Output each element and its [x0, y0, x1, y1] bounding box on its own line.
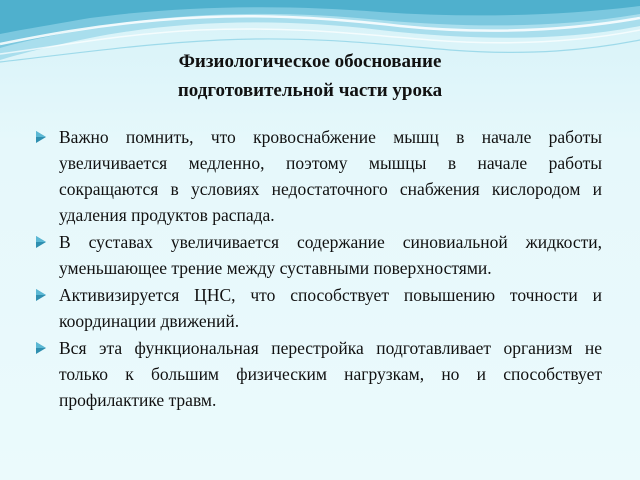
list-item: [34, 335, 602, 413]
bullet-icon: [36, 289, 46, 301]
slide-title: [100, 47, 520, 105]
list-item: [34, 229, 602, 281]
list-item: [34, 282, 602, 334]
bullet-icon: [36, 131, 46, 143]
bullet-icon: [36, 342, 46, 354]
bullet-list: [34, 124, 602, 414]
bullet-text: Активизируется ЦНС, что способствует повышению точности и координации движений.: [59, 285, 602, 331]
list-item: [34, 124, 602, 228]
bullet-text: Вся эта функциональная перестройка подготавливает организм не только к большим физическим нагрузкам, но и способствует профилактике травм.: [59, 338, 602, 410]
slide-title-line-2: подготовительной части урока: [177, 80, 443, 101]
bullet-text: В суставах увеличивается содержание синовиальной жидкости, уменьшающее трение между суставными поверхностями.: [59, 232, 602, 278]
bullet-text: Важно помнить, что кровоснабжение мышц в начале работы увеличивается медленно, поэтому мышцы в начале работы сокращаются в условиях недостаточного снабжения кислородом и удаления продуктов распада.: [59, 127, 602, 225]
bullet-icon: [36, 236, 46, 248]
slide-title-line-1: Физиологическое обоснование: [178, 51, 442, 72]
